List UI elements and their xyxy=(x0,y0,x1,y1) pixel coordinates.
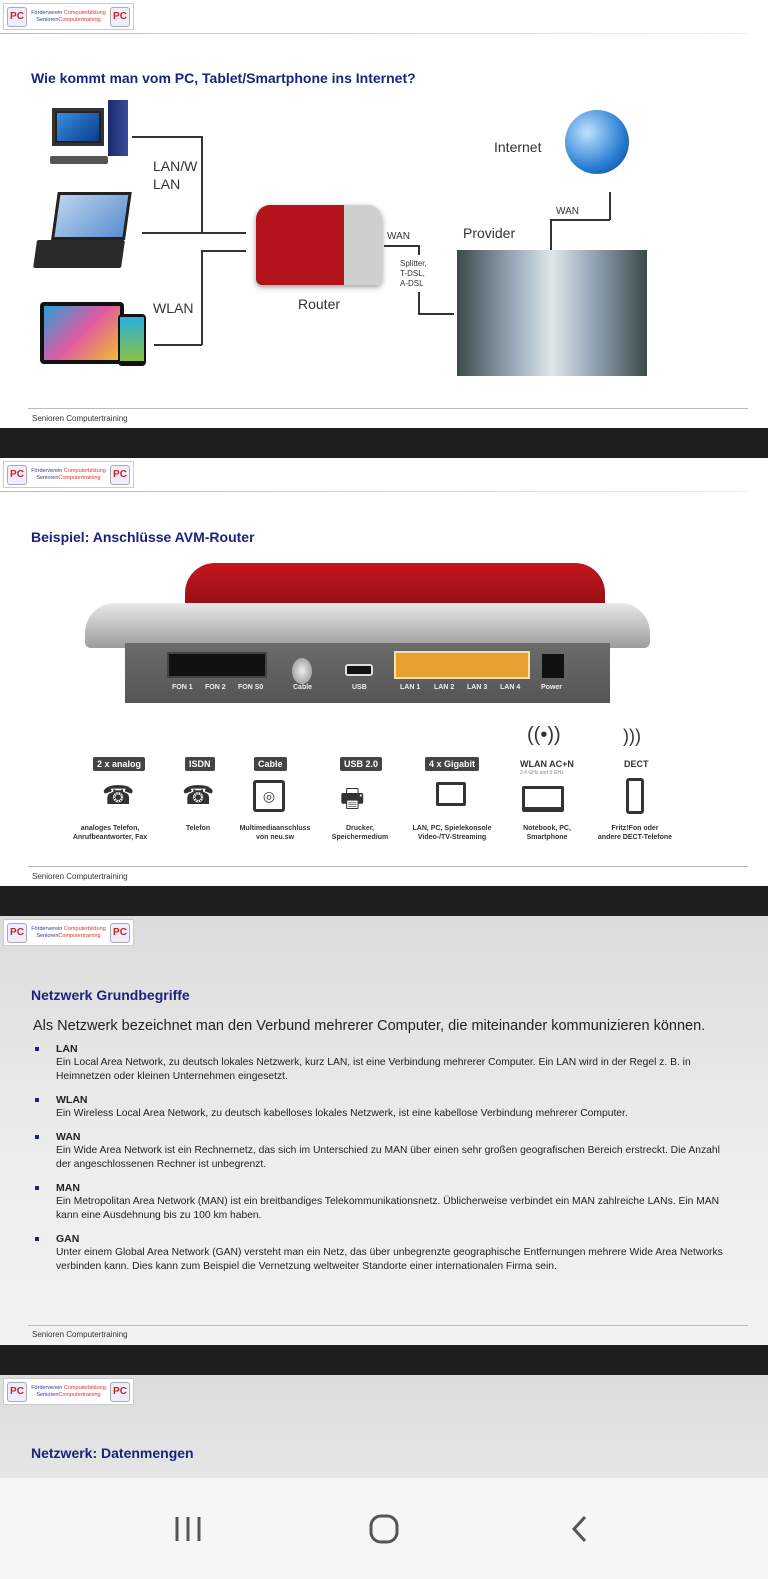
recents-icon[interactable] xyxy=(168,1509,208,1549)
connector-line xyxy=(609,192,611,220)
definition: Ein Wide Area Network ist ein Rechnernetz, das sich im Unterschied zu MAN über einen sehr großen geografischen Bereich erstreckt. Die Anzahl der angeschlossenen Rechner ist unbegrenzt. xyxy=(56,1145,720,1170)
datacenter-image xyxy=(457,250,647,376)
logo-text: Förderverein xyxy=(31,467,63,474)
port-label: USB xyxy=(352,684,367,691)
list-item xyxy=(33,1042,733,1084)
connector-badge: USB 2.0 xyxy=(340,757,382,771)
provider-label: Provider xyxy=(463,225,516,241)
port-power xyxy=(542,654,564,678)
divider xyxy=(28,1325,748,1326)
connector-badge: WLAN AC+N xyxy=(520,759,574,769)
logo-text: Senioren xyxy=(36,16,59,23)
list-item xyxy=(33,1130,733,1172)
laptop-image xyxy=(32,192,136,274)
system-navigation-bar xyxy=(0,1478,768,1579)
internet-label: Internet xyxy=(494,139,542,155)
connector-caption: Drucker, Speichermedium xyxy=(331,825,389,841)
pc-logo-icon: PC xyxy=(7,7,27,27)
pc-logo-icon: PC xyxy=(110,1382,130,1402)
monitor-icon xyxy=(436,782,466,806)
connector-line xyxy=(201,136,203,233)
logo-text: Förderverein xyxy=(31,925,63,932)
logo-text: Computerbildung xyxy=(63,9,106,16)
connector-badge: 2 x analog xyxy=(93,757,145,771)
logo-text: Computertraining xyxy=(58,16,101,23)
connector-line xyxy=(384,245,419,247)
logo xyxy=(3,919,134,946)
connector-badge: 4 x Gigabit xyxy=(425,757,479,771)
pc-logo-icon: PC xyxy=(7,465,27,485)
term: WAN xyxy=(56,1131,81,1143)
logo-text: Förderverein xyxy=(31,9,63,16)
connector-caption: Fritz!Fon oder andere DECT-Telefone xyxy=(597,825,673,841)
connector-caption: Telefon xyxy=(185,825,211,832)
connector-line xyxy=(550,219,610,221)
port-label: LAN 4 xyxy=(500,684,521,691)
wan-label: WAN xyxy=(387,231,410,242)
list-item xyxy=(33,1093,733,1121)
lan-wlan-label: LAN/W LAN xyxy=(153,158,198,192)
tablet-smartphone-image xyxy=(40,302,148,364)
pc-logo-icon: PC xyxy=(110,465,130,485)
connector-line xyxy=(142,232,246,234)
logo-text: Computertraining xyxy=(58,1391,101,1398)
intro-text: Als Netzwerk bezeichnet man den Verbund mehrerer Computer, die miteinander kommunizieren können. xyxy=(33,1018,706,1034)
connector-caption: LAN, PC, Spielekonsole Video-/TV-Streaming xyxy=(412,825,492,841)
logo-text: Computerbildung xyxy=(63,925,106,932)
port-label: FON 1 xyxy=(172,684,193,691)
divider xyxy=(28,408,748,409)
logo-text: Förderverein xyxy=(31,1384,63,1391)
connector-line xyxy=(154,344,202,346)
phone-icon: ☎ xyxy=(102,780,135,810)
router-image xyxy=(256,205,382,285)
connector-caption: analoges Telefon, Anrufbeantworter, Fax xyxy=(72,825,148,841)
port-label: LAN 2 xyxy=(434,684,455,691)
phone-icon: ☎ xyxy=(182,780,215,810)
pc-logo-icon: PC xyxy=(7,1382,27,1402)
logo xyxy=(3,3,134,30)
definition: Ein Metropolitan Area Network (MAN) ist ein breitbandiges Telekommunikationsnetz. Üblicherweise verbindet ein MAN zahlreiche LANs. Ein MAN kann eine Ausdehnung bis zu 100 km haben. xyxy=(56,1196,720,1221)
pc-logo-icon: PC xyxy=(110,7,130,27)
cordless-phone-icon xyxy=(626,778,644,814)
term: WLAN xyxy=(56,1094,88,1106)
logo-text: Computertraining xyxy=(58,932,101,939)
term: LAN xyxy=(56,1043,78,1055)
logo-text: Computerbildung xyxy=(63,1384,106,1391)
logo xyxy=(3,1378,134,1405)
globe-people-image xyxy=(565,110,629,174)
back-icon[interactable] xyxy=(560,1509,600,1549)
connector-line xyxy=(201,250,246,252)
connector-line xyxy=(132,136,202,138)
slide-data-volumes xyxy=(0,1375,768,1479)
term: MAN xyxy=(56,1182,80,1194)
port-label: Cable xyxy=(293,684,313,691)
definition: Unter einem Global Area Network (GAN) versteht man ein Netz, das über unbegrenzte geographische Entfernungen mehrere Wide Area Networks verbinden kann. Dies kann zum Beispiel die Vernetzung weltweiter Standorte einer internationalen Firma sein. xyxy=(56,1247,723,1272)
pc-logo-icon: PC xyxy=(110,923,130,943)
wifi-icon: ))) xyxy=(623,726,641,746)
connector-line xyxy=(201,250,203,345)
wlan-frequency: 2,4 GHz and 5 GHz xyxy=(520,770,564,776)
slide-title: Netzwerk: Datenmengen xyxy=(31,1445,194,1461)
port-cable xyxy=(292,658,312,684)
slide-title: Beispiel: Anschlüsse AVM-Router xyxy=(31,529,255,545)
splitter-label: Splitter, T-DSL, A-DSL xyxy=(400,259,427,288)
footer-text: Senioren Computertraining xyxy=(32,1330,128,1339)
logo-text: Senioren xyxy=(36,474,59,481)
logo-text: Senioren xyxy=(36,1391,59,1398)
wifi-icon: ((•)) xyxy=(527,724,561,746)
desktop-pc-image xyxy=(50,100,130,170)
divider xyxy=(0,33,748,34)
logo-text: Computertraining xyxy=(58,474,101,481)
slide-internet-overview xyxy=(0,0,768,428)
router-back-image xyxy=(85,563,650,713)
definition: Ein Wireless Local Area Network, zu deutsch kabelloses lokales Netzwerk, ist eine kabellose Verbindung mehrerer Computer. xyxy=(56,1108,628,1119)
logo xyxy=(3,461,134,488)
laptop-icon xyxy=(522,786,564,812)
printer-icon: 🖶 xyxy=(340,783,365,813)
port-label: LAN 1 xyxy=(400,684,421,691)
connector-caption: Multimediaanschluss von neu.sw xyxy=(239,825,311,841)
slide-avm-router xyxy=(0,458,768,886)
divider xyxy=(0,491,748,492)
port-usb xyxy=(345,664,373,676)
home-icon[interactable] xyxy=(364,1509,404,1549)
footer-text: Senioren Computertraining xyxy=(32,414,128,423)
wan-label: WAN xyxy=(556,206,579,217)
definition: Ein Local Area Network, zu deutsch lokales Netzwerk, kurz LAN, ist eine Verbindung mehrerer Computer. Ein LAN wird in der Regel z. B. in Heimnetzen oder kleinen Unternehmen eingesetzt. xyxy=(56,1057,691,1082)
port-label: LAN 3 xyxy=(467,684,488,691)
port-fon-group xyxy=(167,652,267,678)
port-lan-group xyxy=(394,651,530,679)
slide-title: Wie kommt man vom PC, Tablet/Smartphone ins Internet? xyxy=(31,70,416,86)
list-item xyxy=(33,1181,733,1223)
router-label: Router xyxy=(298,296,341,312)
port-label: Power xyxy=(541,684,563,691)
wlan-label: WLAN xyxy=(153,300,194,316)
connector-line xyxy=(550,219,552,250)
connector-badge: ISDN xyxy=(185,757,215,771)
list-item xyxy=(33,1232,733,1274)
connector-badge: Cable xyxy=(254,757,287,771)
pc-logo-icon: PC xyxy=(7,923,27,943)
footer-text: Senioren Computertraining xyxy=(32,872,128,881)
cable-socket-icon: ◎ xyxy=(253,780,285,812)
logo-text: Senioren xyxy=(36,932,59,939)
connector-line xyxy=(418,292,420,314)
connector-line xyxy=(418,245,420,255)
slide-title: Netzwerk Grundbegriffe xyxy=(31,987,190,1003)
divider xyxy=(28,866,748,867)
logo-text: Computerbildung xyxy=(63,467,106,474)
connector-line xyxy=(418,313,454,315)
connector-caption: Notebook, PC, Smartphone xyxy=(523,825,571,841)
port-label: FON S0 xyxy=(238,684,264,691)
port-label: FON 2 xyxy=(205,684,226,691)
term: GAN xyxy=(56,1233,80,1245)
slide-body xyxy=(33,1018,733,1283)
connector-badge: DECT xyxy=(624,759,649,769)
